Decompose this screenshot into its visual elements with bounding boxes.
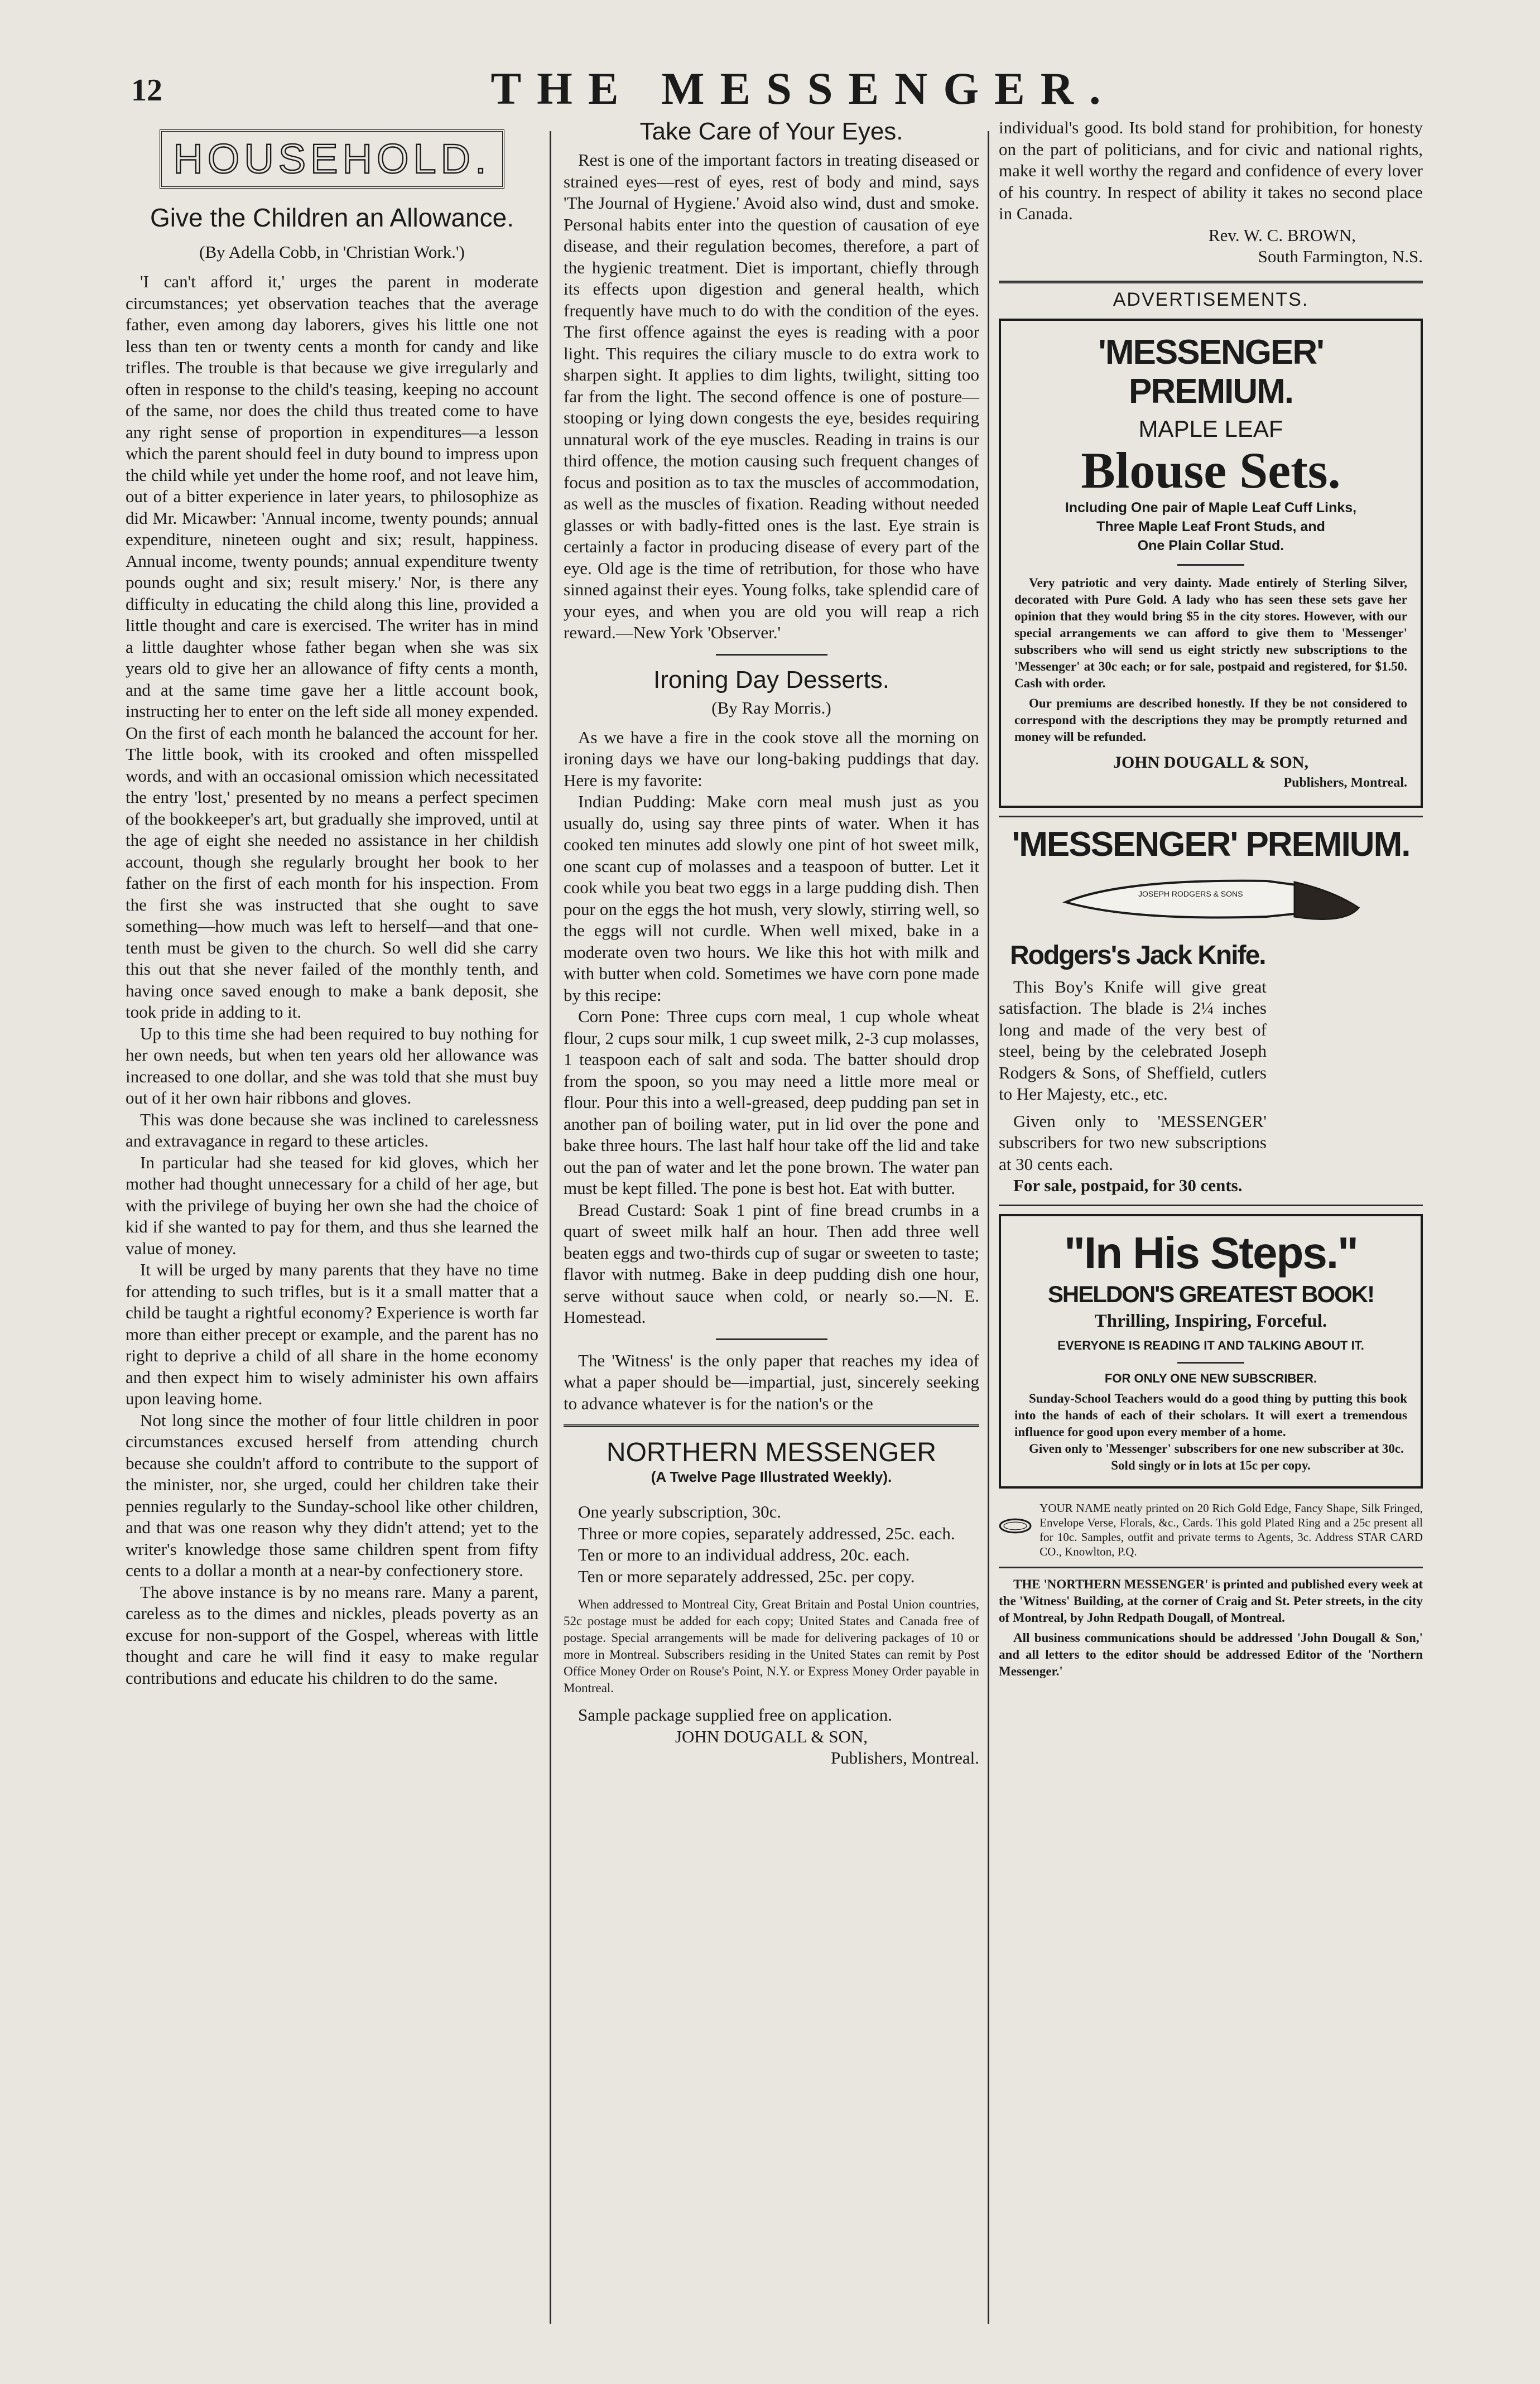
household-section-heading: HOUSEHOLD.	[160, 129, 504, 189]
ring-illustration	[999, 1501, 1032, 1551]
allowance-paragraph: Not long since the mother of four little children in poor circumstances excused herself from attending church because she couldn't afford to contribute to the support of the minister, nor, she urged, could her children take their pennies regularly to the Sunday-school like other children, and that was one reason why they didn't attend; yet to the writer's knowledge those same children spent from fifty cents to a dollar a month at a near-by confectionery store.	[126, 1410, 538, 1580]
allowance-paragraph: The above instance is by no means rare. Many a parent, careless as to the dimes and nickles, pleads poverty as an excuse for non-support of the Gospel, whereas with little thought and care he will find it easy to make regular contributions and educate his children to do the same.	[126, 1582, 538, 1688]
advertisements-heading: ADVERTISEMENTS.	[1113, 288, 1309, 310]
allowance-paragraph: This was done because she was inclined to carelessness and extravagance in regard to these articles.	[126, 1109, 538, 1150]
separator-rule	[564, 1424, 979, 1427]
book-sold: Sold singly or in lots at 15c per copy.	[1111, 1458, 1311, 1472]
ad-contents: One Plain Collar Stud.	[1137, 537, 1284, 553]
book-title: "In His Steps."	[1064, 1227, 1358, 1278]
witness-testimonial-end: individual's good. Its bold stand for prohibition, for honesty on the part of politicians, and for civic and national rights, make it well worthy the regard and confidence of every lover of his country. In respect of ability it takes no second place in Canada.	[999, 118, 1423, 223]
book-everyone: EVERYONE IS READING IT AND TALKING ABOUT IT.	[1057, 1338, 1364, 1352]
separator-rule	[999, 1205, 1423, 1206]
star-card-ad	[999, 1501, 1423, 1559]
ad-contents: Including One pair of Maple Leaf Cuff Links,	[1065, 499, 1357, 516]
column-rule	[550, 131, 551, 2324]
ad-premium-heading: 'MESSENGER' PREMIUM.	[1098, 333, 1324, 411]
subscription-rate: One yearly subscription, 30c.	[578, 1502, 782, 1521]
postage-note: When addressed to Montreal City, Great Britain and Postal Union countries, 52c postage must be added for each copy; United States and Canada free of postage. Special arrangements will be made for delivering packages of 10 or more in Montreal. Subscribers residing in the United States can remit by Post Office Money Order on Rouse's Point, N.Y. or Express Money Order payable in Montreal.	[564, 1597, 979, 1695]
northern-messenger-subtitle: (A Twelve Page Illustrated Weekly).	[651, 1468, 892, 1485]
jack-knife-ad	[999, 825, 1423, 1197]
ironing-byline: (By Ray Morris.)	[711, 697, 831, 717]
ad-signer-location: Publishers, Montreal.	[1283, 775, 1407, 790]
book-offer: FOR ONLY ONE NEW SUBSCRIBER.	[1104, 1371, 1317, 1385]
ironing-paragraph: Corn Pone: Three cups corn meal, 1 cup whole wheat flour, 2 cups sour milk, 1 cup sweet milk, 2-3 cup molasses, 1 teaspoon each of salt and soda. The batter should drop from the spoon, so you may need a little more meal or flour. Pour this into a well-greased, deep pudding pan set in another pan of boiling water, put in lid over the pone and bake three hours. The last half hour take off the lid and take out the pan of water and let the pone brown. The water pan must be kept filled. The pone is best hot. Eat with butter.	[564, 1006, 979, 1198]
card-ad-text: YOUR NAME neatly printed on 20 Rich Gold Edge, Fancy Shape, Silk Fringed, Envelope Verse, Florals, &c., Cards. This gold Plated Ring and a 25c present all for 10c. Samples, outfit and private terms to Agents, 3c. Address STAR CARD CO., Knowlton, P.Q.	[1040, 1501, 1423, 1558]
allowance-paragraph: It will be urged by many parents that they have no time for attending to such trifles, but is it a small matter that a child be taught a rightful economy? Experience is worth far more than either precept or example, and the parent has no right to deprive a child of all share in the home economy and then expect him to wisely administer his own affairs upon leaving home.	[126, 1260, 538, 1408]
eyes-paragraph: Rest is one of the important factors in treating diseased or strained eyes—rest of eyes, rest of body and mind, says 'The Journal of Hygiene.' Avoid also wind, dust and smoke. Personal habits enter into the question of causation of eye disease, and their regulation becomes, therefore, a part of the hygienic treatment. Diet is important, chiefly through its effects upon digestion and general health, which frequently have much to do with the condition of the eyes. The first offence against the eyes is reading with a poor light. This requires the ciliary muscle to do extra work to sharpen sight. It applies to dim lights, twilight, sitting too far from the light. The second offence is one of posture—stooping or lying down congests the eye, besides requiring unnatural work of the eye muscles. Reading in trains is our third offence, the motion causing such frequent changes of focus and position as to tax the muscles of accommodation, as well as the muscles of fixation. Reading without needed glasses or with badly-fitted ones is the last. Eye strain is certainly a factor in producing disease of every part of the eye. Old age is the time of retribution, for those who have sinned against their eyes. Young folks, take splendid care of your eyes, and when you are old you will reap a rich reward.—New York 'Observer.'	[564, 150, 979, 642]
sample-note: Sample package supplied free on application.	[578, 1705, 892, 1725]
subscription-rate: Three or more copies, separately addressed, 25c. each.	[578, 1523, 955, 1543]
business-notice: All business communications should be addressed 'John Dougall & Son,' and all letters to the editor should be addressed Editor of the 'Northern Messenger.'	[999, 1630, 1423, 1678]
subscription-rate: Ten or more to an individual address, 20c. each.	[578, 1545, 910, 1564]
blade-engraving: JOSEPH RODGERS & SONS	[1138, 889, 1243, 898]
page-number: 12	[131, 73, 162, 108]
ad-body: Very patriotic and very dainty. Made entirely of Sterling Silver, decorated with Pure Gold. A lady who has seen these sets gave her opinion that they would bring $5 in the city stores. However, with our special arrangements we can afford to give them to 'Messenger' subscribers who will send us eight strictly new subscriptions to the 'Messenger' at 30c each; or for sale, postpaid and registered, for $1.50. Cash with order.	[1014, 575, 1407, 690]
eyes-headline: Take Care of Your Eyes.	[639, 118, 903, 145]
northern-messenger-title: NORTHERN MESSENGER	[606, 1438, 937, 1467]
book-subtitle: SHELDON'S GREATEST BOOK!	[1047, 1280, 1374, 1307]
allowance-headline: Give the Children an Allowance.	[150, 203, 514, 232]
ad-premium-heading: 'MESSENGER' PREMIUM.	[1012, 825, 1410, 864]
book-body: Sunday-School Teachers would do a good thing by putting this book into the hands of each of their scholars. It will exert a tremendous influence for good upon every member of a home.	[1014, 1391, 1407, 1439]
column-right	[999, 117, 1423, 1680]
publisher-name: JOHN DOUGALL & SON,	[675, 1726, 868, 1746]
separator-rule	[999, 1567, 1423, 1568]
separator-rule	[1177, 1362, 1244, 1364]
ad-signer: JOHN DOUGALL & SON,	[1113, 753, 1309, 772]
knife-offer: Given only to 'MESSENGER' subscribers for two new subscriptions at 30 cents each.	[999, 1111, 1267, 1174]
testimonial-signature: Rev. W. C. BROWN,	[1208, 225, 1356, 245]
column-middle	[564, 117, 979, 1769]
knife-title: Rodgers's Jack Knife.	[1010, 940, 1265, 970]
separator-rule	[716, 1338, 827, 1340]
subscription-rate: Ten or more separately addressed, 25c. per copy.	[578, 1566, 915, 1586]
column-left	[126, 117, 538, 1689]
testimonial-place: South Farmington, N.S.	[1258, 246, 1423, 266]
separator-rule	[716, 654, 827, 656]
allowance-byline: (By Adella Cobb, in 'Christian Work.')	[199, 242, 465, 262]
jack-knife-illustration	[1055, 869, 1367, 936]
book-given: Given only to 'Messenger' subscribers for one new subscriber at 30c.	[1029, 1441, 1404, 1456]
allowance-paragraph: Up to this time she had been required to buy nothing for her own needs, but when ten years old her allowance was increased to one dollar, and she was told that she must buy out of it her own hair ribbons and gloves.	[126, 1023, 538, 1107]
masthead-title: THE MESSENGER.	[490, 63, 1116, 114]
ironing-headline: Ironing Day Desserts.	[653, 666, 890, 693]
ad-note: Our premiums are described honestly. If they be not considered to correspond with the descriptions they may be promptly returned and money will be refunded.	[1014, 696, 1407, 744]
knife-body: This Boy's Knife will give great satisfaction. The blade is 2¼ inches long and made of the very best of steel, being by the celebrated Joseph Rodgers & Sons, of Sheffield, cutlers to Her Majesty, etc., etc.	[999, 976, 1267, 1104]
allowance-paragraph: In particular had she teased for kid gloves, which her mother had thought unnecessary for a child of her age, but with the privilege of buying her own she had the choice of kid if she wanted to pay for them, and thus she learned the value of money.	[126, 1152, 538, 1258]
printer-imprint: THE 'NORTHERN MESSENGER' is printed and published every week at the 'Witness' Building, at the corner of Craig and St. Peter streets, in the city of Montreal, by John Redpath Dougall, of Montreal.	[999, 1577, 1423, 1625]
in-his-steps-ad	[999, 1214, 1423, 1489]
ad-maple-leaf: MAPLE LEAF	[1138, 415, 1283, 442]
book-tagline: Thrilling, Inspiring, Forceful.	[1094, 1311, 1327, 1331]
ironing-paragraph: As we have a fire in the cook stove all the morning on ironing days we have our long-baking puddings that day. Here is my favorite:	[564, 727, 979, 790]
ad-blouse-title: Blouse Sets.	[1081, 441, 1341, 499]
ad-contents: Three Maple Leaf Front Studs, and	[1096, 518, 1325, 534]
separator-rule	[999, 816, 1423, 817]
blouse-sets-ad	[999, 319, 1423, 808]
knife-price: For sale, postpaid, for 30 cents.	[1013, 1176, 1243, 1195]
publisher-location: Publishers, Montreal.	[830, 1747, 979, 1767]
witness-testimonial-start: The 'Witness' is the only paper that reaches my idea of what a paper should be—impartial, just, sincerely seeking to advance whatever is for the nation's or the	[564, 1350, 979, 1413]
column-rule	[988, 131, 989, 2324]
ironing-paragraph: Bread Custard: Soak 1 pint of fine bread crumbs in a quart of sweet milk half an hour. Then add three well beaten eggs and two-thirds cup of sugar or sweeten to taste; flavor with nutmeg. Bake in deep pudding dish one hour, serve without sauce when cold, or nearly so.—N. E. Homestead.	[564, 1200, 979, 1327]
ironing-paragraph: Indian Pudding: Make corn meal mush just as you usually do, using say three pints of water. When it has cooked ten minutes add slowly one pint of hot sweet milk, one scant cup of molasses and a teaspoon of butter. Let it cook while you beat two eggs in a large pudding dish. Then pour on the eggs the hot mush, very slowly, stirring well, so the eggs will not curdle. When well mixed, bake in a moderate oven two hours. We like this hot with milk and with butter when cold. Sometimes we have corn pone made by this recipe:	[564, 792, 979, 1005]
separator-rule	[999, 281, 1423, 283]
separator-rule	[1177, 564, 1244, 566]
allowance-paragraph: 'I can't afford it,' urges the parent in moderate circumstances; yet observation teaches that the average father, even among day laborers, gives his little one not less than ten or twenty cents a month for candy and like trifles. The trouble is that because we give irregularly and often in response to the child's teasing, keeping no account of the same, nor does the child thus treated come to have any right sense of proportion in expenditures—a lesson which the parent should feel in duty bound to impress upon the child while yet under the home roof, and not leave him, out of a bitter experience in later years, to philosophize as did Mr. Micawber: 'Annual income, twenty pounds; annual expenditure, nineteen ought and six; result, happiness. Annual income, twenty pounds; annual expenditure twenty pounds ought and six; result misery.' Nor, is there any difficulty in educating the child along this line, provided a little thought and care is exercised. The writer has in mind a little daughter whose father began when she was six years old to give her an allowance of fifty cents a month, and at the same time gave her a little account book, instructing her to enter on the left side all money expended. On the first of each month he balanced the account for her. The little book, with its crooked and often misspelled words, and with an occasional omission which necessitated the entry 'lost,' presented by no means a perfect specimen of the bookkeeper's art, but gradually she improved, until at the age of eight she needed no assistance in her childish account, though she regularly brought her book to her father on the first of each month for his inspection. From the first she was instructed that she ought to save something—how much was left to herself—and that one-tenth must be given to the church. So well did she carry this out that she never failed of the monthly tenth, and having once saved enough to make a bank deposit, she took pride in adding to it.	[126, 272, 538, 1022]
